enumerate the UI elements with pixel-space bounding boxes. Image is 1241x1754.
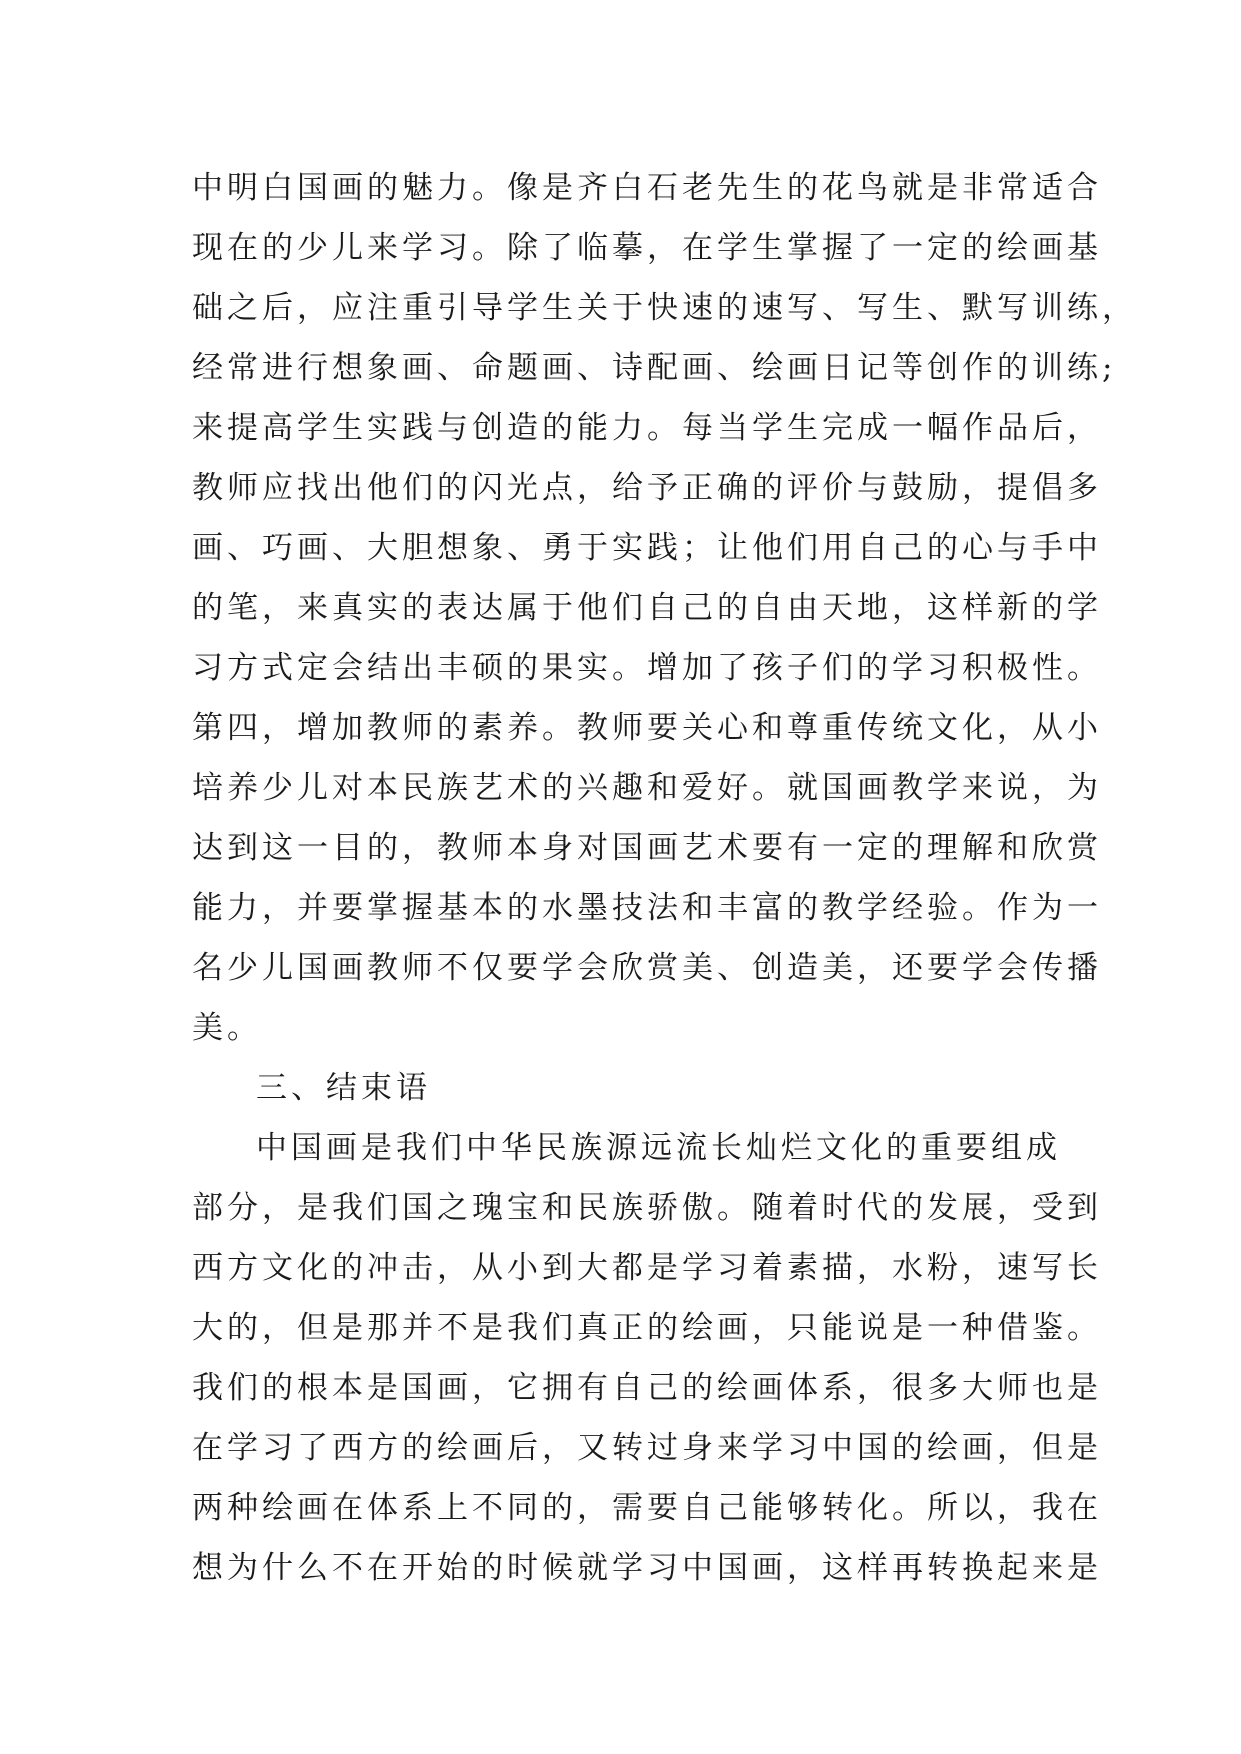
document-body (192, 158, 1137, 1598)
text-line: 名少儿国画教师不仅要学会欣赏美、创造美，还要学会传播 (192, 950, 1102, 986)
text-line: 两种绘画在体系上不同的，需要自己能够转化。所以，我在 (192, 1490, 1102, 1526)
text-line: 第四，增加教师的素养。教师要关心和尊重传统文化，从小 (192, 710, 1102, 746)
text-line: 部分，是我们国之瑰宝和民族骄傲。随着时代的发展，受到 (192, 1190, 1102, 1226)
text-line: 中明白国画的魅力。像是齐白石老先生的花鸟就是非常适合 (192, 170, 1102, 206)
text-line: 在学习了西方的绘画后，又转过身来学习中国的绘画，但是 (192, 1430, 1102, 1466)
text-line: 现在的少儿来学习。除了临摹，在学生掌握了一定的绘画基 (192, 230, 1102, 266)
section-heading: 三、结束语 (256, 1070, 431, 1106)
text-line: 础之后，应注重引导学生关于快速的速写、写生、默写训练， (192, 290, 1137, 326)
text-line: 能力，并要掌握基本的水墨技法和丰富的教学经验。作为一 (192, 890, 1102, 926)
text-line: 来提高学生实践与创造的能力。每当学生完成一幅作品后， (192, 410, 1102, 446)
text-line: 大的，但是那并不是我们真正的绘画，只能说是一种借鉴。 (192, 1310, 1102, 1346)
text-line: 的笔，来真实的表达属于他们自己的自由天地，这样新的学 (192, 590, 1102, 626)
text-line: 画、巧画、大胆想象、勇于实践；让他们用自己的心与手中 (192, 530, 1102, 566)
text-line: 西方文化的冲击，从小到大都是学习着素描，水粉，速写长 (192, 1250, 1102, 1286)
text-line: 习方式定会结出丰硕的果实。增加了孩子们的学习积极性。 (192, 650, 1102, 686)
text-line: 经常进行想象画、命题画、诗配画、绘画日记等创作的训练; (192, 350, 1117, 386)
text-line: 达到这一目的，教师本身对国画艺术要有一定的理解和欣赏 (192, 830, 1102, 866)
text-line: 想为什么不在开始的时候就学习中国画，这样再转换起来是 (192, 1550, 1102, 1586)
text-line: 美。 (192, 1010, 262, 1046)
text-line: 我们的根本是国画，它拥有自己的绘画体系，很多大师也是 (192, 1370, 1102, 1406)
paragraph-first-line: 中国画是我们中华民族源远流长灿烂文化的重要组成 (256, 1130, 1061, 1166)
text-line: 培养少儿对本民族艺术的兴趣和爱好。就国画教学来说，为 (192, 770, 1102, 806)
text-line: 教师应找出他们的闪光点，给予正确的评价与鼓励，提倡多 (192, 470, 1102, 506)
